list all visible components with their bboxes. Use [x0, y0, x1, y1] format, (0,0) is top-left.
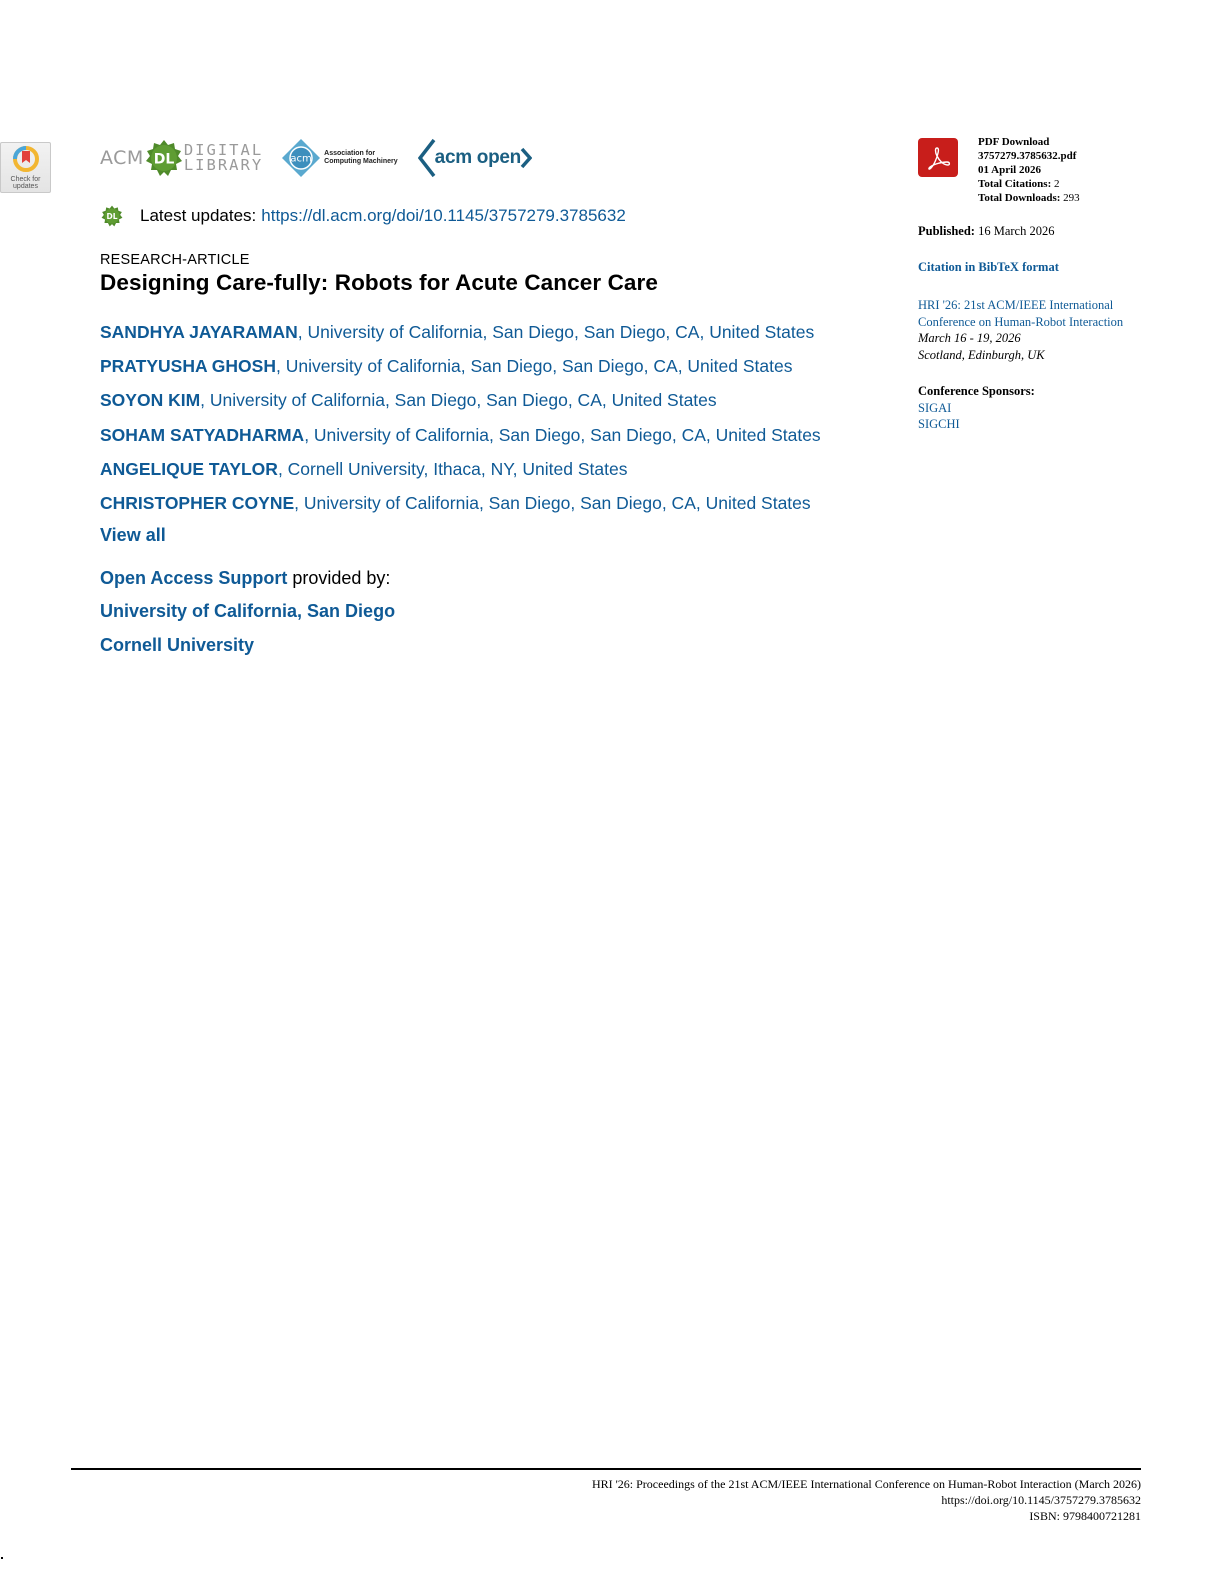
published-date: Published: 16 March 2026 — [918, 224, 1055, 238]
footer-citation — [592, 1476, 1141, 1524]
check-for-updates-label: Check for updates — [10, 176, 41, 190]
sponsor-link-sigchi[interactable]: SIGCHI — [918, 417, 960, 431]
acm-open-logo: acm open — [418, 138, 532, 178]
latest-updates-link[interactable]: https://dl.acm.org/doi/10.1145/3757279.3785632 — [261, 206, 626, 225]
check-for-updates-icon — [13, 146, 39, 172]
author-item — [100, 354, 821, 388]
footer-divider — [71, 1468, 1141, 1470]
sponsors-header: Conference Sponsors: — [918, 384, 1035, 398]
author-affiliation-link[interactable]: , University of California, San Diego, San Diego, CA, United States — [304, 424, 821, 445]
pdf-filename: 3757279.3785632.pdf — [978, 150, 1077, 162]
author-name-link[interactable]: PRATYUSHA GHOSH — [100, 356, 276, 377]
article-title: Designing Care-fully: Robots for Acute Cancer Care — [100, 270, 659, 295]
acm-association-logo: acm Association for Computing Machinery — [281, 138, 398, 178]
pdf-download-title: PDF Download — [978, 136, 1050, 148]
author-affiliation-link[interactable]: , Cornell University, Ithaca, NY, United States — [277, 458, 628, 479]
author-item — [100, 491, 821, 525]
acm-diamond-icon — [281, 138, 321, 178]
footer-proceedings: HRI '26: Proceedings of the 21st ACM/IEEE International Conference on Human-Robot Interaction (March 2026) — [591, 1477, 1141, 1491]
author-name-link[interactable]: ANGELIQUE TAYLOR — [100, 458, 278, 479]
open-access-support-link[interactable]: Open Access Support — [100, 568, 288, 588]
bibtex-citation-link[interactable]: Citation in BibTeX format — [918, 260, 1059, 274]
author-item — [100, 320, 821, 354]
left-chevron-bracket-icon — [418, 138, 436, 178]
latest-updates-label: Latest updates: — [140, 206, 257, 225]
svg-text:DL: DL — [153, 151, 175, 168]
footer-doi: https://doi.org/10.1145/3757279.3785632 — [941, 1493, 1141, 1507]
pdf-date: 01 April 2026 — [978, 164, 1041, 176]
sponsor-link-sigai[interactable]: SIGAI — [918, 400, 952, 415]
svg-text:acm: acm — [290, 153, 312, 165]
conference-sponsors — [918, 383, 1035, 433]
check-for-updates-badge[interactable] — [0, 142, 51, 193]
institution-link-cornell[interactable]: Cornell University — [100, 635, 255, 655]
pdf-download-button[interactable] — [918, 138, 958, 177]
conference-location: Scotland, Edinburgh, UK — [918, 347, 1045, 362]
acm-digital-library-logo: ACM DL DIGITAL LIBRARY — [100, 137, 263, 179]
open-access-suffix: provided by: — [287, 568, 391, 588]
total-downloads: Total Downloads: 293 — [978, 192, 1080, 204]
logo-row — [100, 137, 532, 179]
pdf-download-info — [978, 135, 1080, 205]
author-name-link[interactable]: SOYON KIM — [100, 390, 201, 411]
author-list — [100, 320, 821, 525]
acrobat-pdf-icon — [925, 145, 951, 171]
conference-link[interactable]: HRI '26: 21st ACM/IEEE International Conference on Human-Robot Interaction — [918, 298, 1124, 329]
right-chevron-icon — [520, 146, 532, 170]
open-access-support — [100, 568, 390, 589]
conference-info — [918, 297, 1178, 363]
conference-dates: March 16 - 19, 2026 — [918, 331, 1021, 345]
dl-small-gear-icon — [101, 205, 123, 227]
svg-text:DL: DL — [106, 211, 118, 221]
author-name-link[interactable]: SANDHYA JAYARAMAN — [100, 322, 298, 342]
author-name-link[interactable]: CHRISTOPHER COYNE — [100, 492, 295, 513]
institution-link-ucsd[interactable]: University of California, San Diego — [100, 601, 396, 621]
page-mark — [1, 1557, 3, 1559]
author-name-link[interactable]: SOHAM SATYADHARMA — [100, 424, 305, 445]
total-citations: Total Citations: 2 — [978, 178, 1060, 190]
article-type: RESEARCH-ARTICLE — [100, 252, 250, 268]
footer-isbn: ISBN: 9798400721281 — [1029, 1509, 1141, 1523]
author-affiliation-link[interactable]: , University of California, San Diego, San Diego, CA, United States — [200, 390, 717, 411]
author-affiliation-link[interactable]: , University of California, San Diego, San Diego, CA, United States — [275, 356, 793, 377]
view-all-authors-link[interactable]: View all — [100, 525, 166, 545]
dl-gear-icon — [145, 139, 183, 177]
author-item — [100, 423, 821, 457]
author-item — [100, 388, 821, 422]
author-item — [100, 457, 821, 491]
author-affiliation-link[interactable]: , University of California, San Diego, San Diego, CA, United States — [297, 322, 815, 342]
latest-updates — [101, 205, 626, 227]
author-affiliation-link[interactable]: , University of California, San Diego, San Diego, CA, United States — [294, 492, 811, 513]
